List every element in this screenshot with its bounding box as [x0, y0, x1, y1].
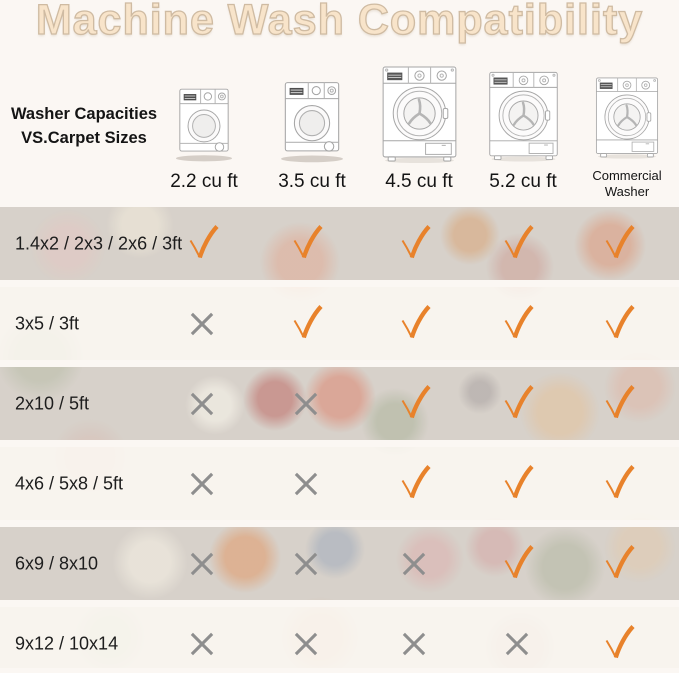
corner-axis-label-line2: VS.Carpet Sizes	[21, 128, 147, 147]
check-mark-icon	[496, 463, 538, 505]
row-divider	[0, 440, 679, 447]
washing-machine-icon	[280, 79, 344, 163]
check-mark-icon	[496, 383, 538, 425]
column-label: 2.2 cu ft	[170, 171, 238, 192]
row-divider	[0, 600, 679, 607]
cross-mark-icon	[293, 630, 320, 657]
table-header	[0, 45, 679, 207]
check-mark-icon	[496, 543, 538, 585]
washing-machine-icon	[593, 71, 661, 163]
column-label: 3.5 cu ft	[278, 171, 346, 192]
table-row	[0, 287, 679, 360]
carpet-size-label: 2x10 / 5ft	[15, 393, 90, 413]
carpet-size-label: 3x5 / 3ft	[15, 313, 80, 333]
table-row	[0, 367, 679, 440]
column-label: 4.5 cu ft	[385, 171, 453, 192]
compatibility-table	[0, 207, 679, 673]
cross-mark-icon	[401, 550, 428, 577]
column-header-commercial-washer	[562, 45, 679, 199]
check-mark-icon	[496, 303, 538, 345]
check-mark-icon	[393, 303, 435, 345]
row-divider	[0, 668, 679, 673]
table-row	[0, 527, 679, 600]
carpet-size-label: 9x12 / 10x14	[15, 633, 119, 653]
check-mark-icon	[285, 223, 327, 265]
carpet-size-label: 4x6 / 5x8 / 5ft	[15, 473, 124, 493]
table-row	[0, 607, 679, 673]
washing-machine-icon	[486, 68, 561, 163]
cross-mark-icon	[293, 390, 320, 417]
check-mark-icon	[597, 463, 639, 505]
column-label: Commercial Washer	[592, 168, 662, 199]
page-title: Machine Wash Compatibility	[35, 0, 644, 44]
washing-machine-icon	[379, 64, 460, 163]
row-divider	[0, 280, 679, 287]
cross-mark-icon	[401, 630, 428, 657]
check-mark-icon	[393, 383, 435, 425]
cross-mark-icon	[189, 310, 216, 337]
row-divider	[0, 360, 679, 367]
row-divider	[0, 520, 679, 527]
corner-axis-label-line1: Washer Capacities	[10, 105, 158, 123]
check-mark-icon	[285, 303, 327, 345]
check-mark-icon	[181, 223, 223, 265]
cross-mark-icon	[293, 550, 320, 577]
check-mark-icon	[597, 223, 639, 265]
cross-mark-icon	[189, 550, 216, 577]
check-mark-icon	[393, 463, 435, 505]
washing-machine-icon	[175, 85, 233, 163]
column-label: 5.2 cu ft	[489, 171, 557, 192]
check-mark-icon	[393, 223, 435, 265]
check-mark-icon	[496, 223, 538, 265]
table-row	[0, 447, 679, 520]
cross-mark-icon	[189, 630, 216, 657]
check-mark-icon	[597, 543, 639, 585]
check-mark-icon	[597, 383, 639, 425]
carpet-size-label: 1.4x2 / 2x3 / 2x6 / 3ft	[15, 233, 183, 253]
table-row	[0, 207, 679, 280]
check-mark-icon	[597, 623, 639, 665]
cross-mark-icon	[504, 630, 531, 657]
check-mark-icon	[597, 303, 639, 345]
cross-mark-icon	[293, 470, 320, 497]
carpet-size-label: 6x9 / 8x10	[15, 553, 99, 573]
cross-mark-icon	[189, 470, 216, 497]
cross-mark-icon	[189, 390, 216, 417]
